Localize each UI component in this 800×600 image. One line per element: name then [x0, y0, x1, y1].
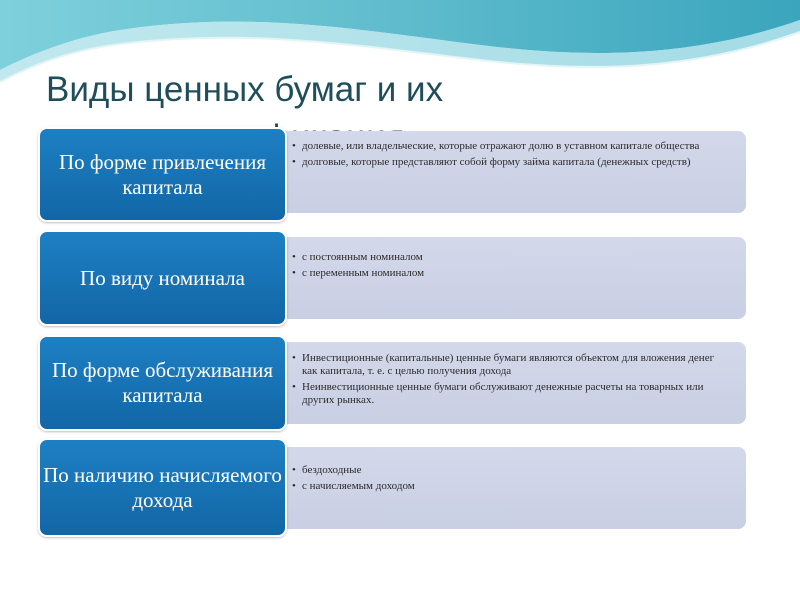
- row-4-category-box: По наличию начисляемого дохода: [38, 438, 287, 537]
- row-2-item-1: • с постоянным номиналом: [292, 251, 732, 264]
- row-4-item-1: • бездоходные: [292, 464, 732, 477]
- row-1-category-box: По форме привлечения капитала: [38, 127, 287, 222]
- row-1-description-panel: [262, 131, 746, 213]
- row-2-description-panel: [262, 237, 746, 319]
- row-4-description-panel: [262, 447, 746, 529]
- row-3-item-1: • Инвестиционные (капитальные) ценные бумаги являются объектом для вложения денег как капитала, т. е. с целью получения дохода: [292, 352, 732, 378]
- row-1-item-2: • долговые, которые представляют собой форму займа капитала (денежных средств): [292, 156, 732, 169]
- row-4-item-2: • с начисляемым доходом: [292, 480, 732, 493]
- slide-title-line1: Виды ценных бумаг и их: [46, 70, 444, 109]
- row-2-item-2: • с переменным номиналом: [292, 267, 732, 280]
- row-2-category-box: По виду номинала: [38, 230, 287, 326]
- row-3-item-2: • Неинвестиционные ценные бумаги обслуживают денежные расчеты на товарных или других рынках.: [292, 381, 732, 407]
- row-3-description-panel: [262, 342, 746, 424]
- row-3-category-box: По форме обслуживания капитала: [38, 335, 287, 431]
- row-1-item-1: • долевые, или владельческие, которые отражают долю в уставном капитале общества: [292, 140, 732, 153]
